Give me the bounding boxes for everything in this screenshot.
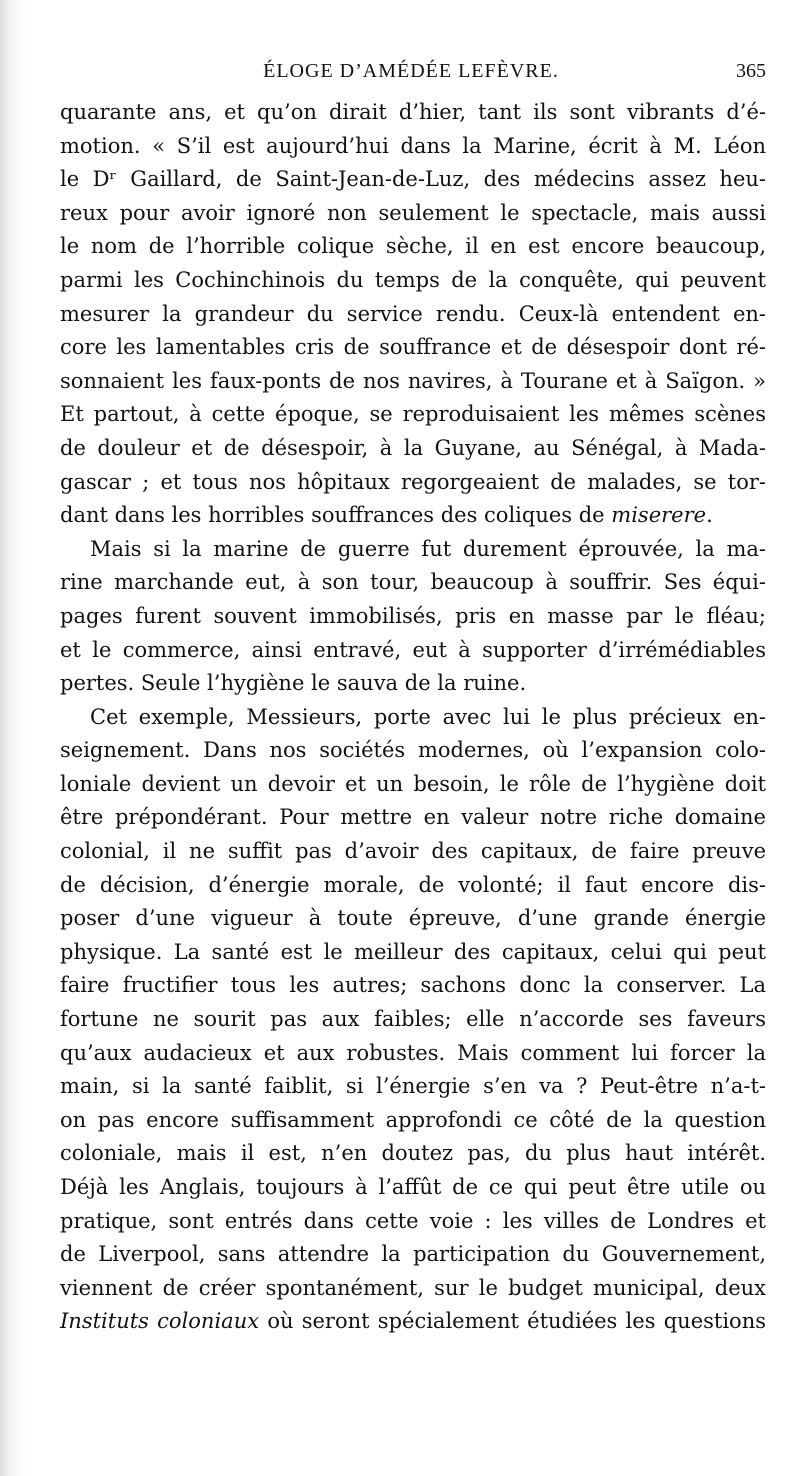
italic-term: Instituts coloniaux xyxy=(60,1309,260,1334)
text-line: viennent de créer spontanément, sur le budget municipal, deux xyxy=(60,1275,766,1300)
text-line: seignement. Dans nos sociétés modernes, où l’expansion colo- xyxy=(60,738,766,763)
text-line: Et partout, à cette époque, se reproduisaient les mêmes scènes xyxy=(60,402,766,427)
text-segment: où seront spécialement étudiées les questions xyxy=(259,1309,766,1334)
text-line: main, si la santé faiblit, si l’énergie s’en va ? Peut-être n’a-t- xyxy=(60,1074,766,1099)
text-line: de décision, d’énergie morale, de volonté; il faut encore dis- xyxy=(60,872,766,897)
body-text xyxy=(60,96,766,1339)
text-line: on pas encore suffisamment approfondi ce côté de la question xyxy=(60,1107,766,1132)
text-line: gascar ; et tous nos hôpitaux regorgeaient de malades, se tor- xyxy=(60,469,766,494)
text-line: Déjà les Anglais, toujours à l’affût de ce qui peut être utile ou xyxy=(60,1175,766,1199)
text-line: être prépondérant. Pour mettre en valeur notre riche domaine xyxy=(60,805,766,830)
text-line: le Dʳ Gaillard, de Saint-Jean-de-Luz, des médecins assez heu- xyxy=(60,167,766,192)
text-line: et le commerce, ainsi entravé, eut à supporter d’irrémédiables xyxy=(60,637,766,662)
text-line: Mais si la marine de guerre fut durement éprouvée, la ma- xyxy=(90,536,766,561)
text-line: coloniale, mais il est, n’en doutez pas, du plus haut intérêt. xyxy=(60,1141,766,1166)
text-line: reux pour avoir ignoré non seulement le spectacle, mais aussi xyxy=(60,200,766,225)
text-line: Cet exemple, Messieurs, porte avec lui le plus précieux en- xyxy=(90,704,766,729)
running-title: ÉLOGE D’AMÉDÉE LEFÈVRE. xyxy=(263,60,559,82)
text-line: physique. La santé est le meilleur des capitaux, celui qui peut xyxy=(60,939,766,964)
text-line xyxy=(60,1305,766,1339)
text-line: le nom de l’horrible colique sèche, il en est encore beaucoup, xyxy=(60,234,766,259)
text-line: fortune ne sourit pas aux faibles; elle n’accorde ses faveurs xyxy=(60,1007,766,1032)
text-line: motion. « S’il est aujourd’hui dans la Marine, écrit à M. Léon xyxy=(60,133,766,158)
text-line: pratique, sont entrés dans cette voie : les villes de Londres et xyxy=(60,1208,766,1233)
text-line: quarante ans, et qu’on dirait d’hier, tant ils sont vibrants d’é- xyxy=(60,100,766,124)
text-line: poser d’une vigueur à toute épreuve, d’une grande énergie xyxy=(60,906,766,931)
italic-term: miserere xyxy=(611,503,707,528)
text-line: faire fructifier tous les autres; sachons donc la conserver. La xyxy=(60,973,766,998)
text-segment: . xyxy=(706,503,713,528)
text-line: core les lamentables cris de souffrance et de désespoir dont ré- xyxy=(60,335,766,360)
text-segment: dant dans les horribles souffrances des coliques de xyxy=(60,503,612,528)
text-line: pages furent souvent immobilisés, pris en masse par le fléau; xyxy=(60,603,766,628)
text-line: colonial, il ne suffit pas d’avoir des capitaux, de faire preuve xyxy=(60,839,766,864)
page-header xyxy=(56,56,766,86)
page-number: 365 xyxy=(736,60,766,82)
text-line: parmi les Cochinchinois du temps de la conquête, qui peuvent xyxy=(60,267,766,292)
text-line: pertes. Seule l’hygiène le sauva de la ruine. xyxy=(60,671,527,696)
text-line: de Liverpool, sans attendre la participation du Gouvernement, xyxy=(60,1242,766,1267)
text-line: de douleur et de désespoir, à la Guyane, au Sénégal, à Mada- xyxy=(60,435,766,460)
text-line: loniale devient un devoir et un besoin, le rôle de l’hygiène doit xyxy=(60,771,766,796)
text-line: sonnaient les faux-ponts de nos navires, à Tourane et à Saïgon. » xyxy=(60,368,766,393)
text-line: rine marchande eut, à son tour, beaucoup à souffrir. Ses équi- xyxy=(60,570,766,595)
text-line xyxy=(60,499,766,533)
text-line: mesurer la grandeur du service rendu. Ceux-là entendent en- xyxy=(60,301,766,326)
text-line: qu’aux audacieux et aux robustes. Mais comment lui forcer la xyxy=(60,1040,766,1065)
